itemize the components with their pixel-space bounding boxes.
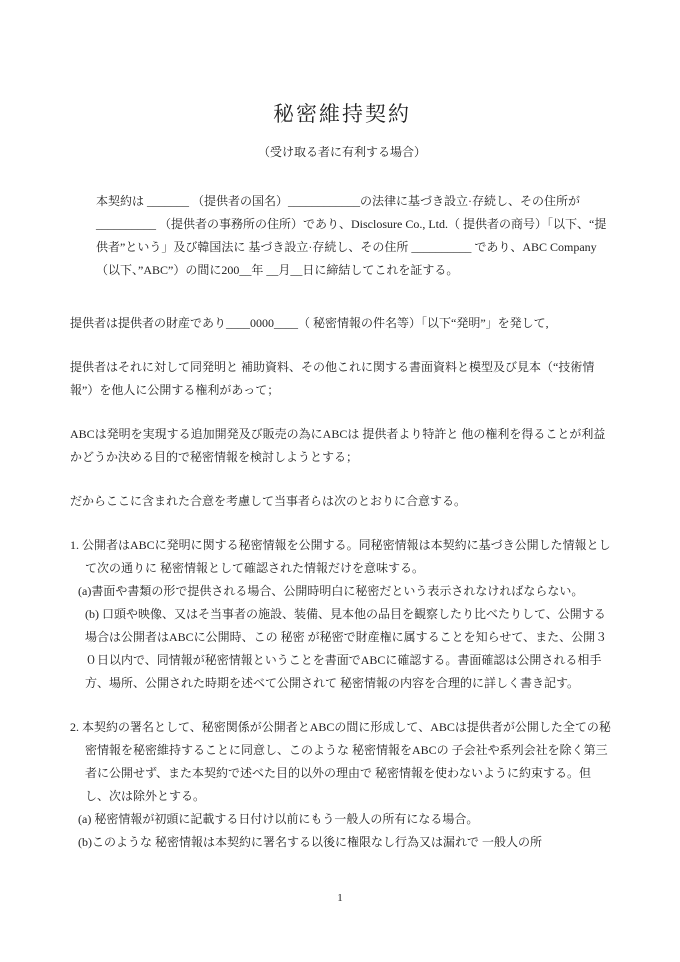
recital-paragraph-2: 提供者はそれに対して同発明と 補助資料、その他これに関する書面資料と模型及び見本（“技術情報”）を他人に公開する権利があって； <box>70 360 595 397</box>
clause-2-item-b: (b)このような 秘密情報は本契約に署名する以後に権限なし行為又は漏れで 一般人の所 <box>78 835 542 849</box>
clause-2-item-a: (a) 秘密情報が初頭に記載する日付け以前にもう一般人の所有になる場合。 <box>78 812 479 826</box>
recital-paragraph-3: ABCは発明を実現する追加開発及び販売の為にABCは 提供者より特許と 他の権利を得ることが利益かどうか決める目的で秘密情報を検討しようとする； <box>70 427 606 464</box>
recital-paragraph-1: 提供者は提供者の財産であり____0000____（ 秘密情報の件名等）「以下“発明”」を発して, <box>70 316 549 330</box>
clause-1-main: 1. 公開者はABCに発明に関する秘密情報を公開する。同秘密情報は本契約に基づき公開した情報として次の通りに 秘密情報として確認された情報だけを意味する。 <box>70 538 611 575</box>
document-title: 秘密維持契約 <box>273 102 411 126</box>
recital-paragraph-4: だからここに含まれた合意を考慮して当事者らは次のとおりに合意する。 <box>70 494 467 508</box>
intro-paragraph: 本契約は _______ （提供者の国名）____________の法律に基づき設立·存続し、その住所が__________ （提供者の事務所の住所）であり、Disclosure Co., Ltd.（ 提供者の商号）「以下、“提供者”という」及び韓国法に 基づき設立·存続し、その住所 __________ であり、ABC Company（以下、”ABC”）の間に200__年 __月__日に締結してこれを証する。 <box>96 194 607 277</box>
clause-1-item-a: (a)書面や書類の形で提供される場合、公開時明白に秘密だという表示されなければならない。 <box>78 584 584 598</box>
clause-2-main: 2. 本契約の署名として、秘密関係が公開者とABCの間に形成して、ABCは提供者が公開した全ての秘密情報を秘密維持することに同意し、このような 秘密情報をABCの 子会社や系列会社を除く第三者に公開せず、また本契約で述べた目的以外の理由で 秘密情報を使わないように約束する。但し、次は除外とする。 <box>70 720 611 803</box>
document-subtitle: （受け取る者に有利する場合） <box>257 145 426 159</box>
clause-2 <box>70 716 614 854</box>
clause-1-item-b: (b) 口頭や映像、又はそ当事者の施設、装備、見本他の品目を観察したり比べたりして、公開する場合は公開者はABCに公開時、この 秘密 が秘密で財産権に属することを知らせて、また、公開３０日以内で、同情報が秘密情報ということを書面でABCに確認する。書面確認は公開される相手方、場所、公開された時期を述べて公開されて 秘密情報の内容を合理的に詳しく書き記す。 <box>85 607 608 690</box>
page-number: 1 <box>337 892 343 904</box>
clause-1 <box>70 534 614 695</box>
